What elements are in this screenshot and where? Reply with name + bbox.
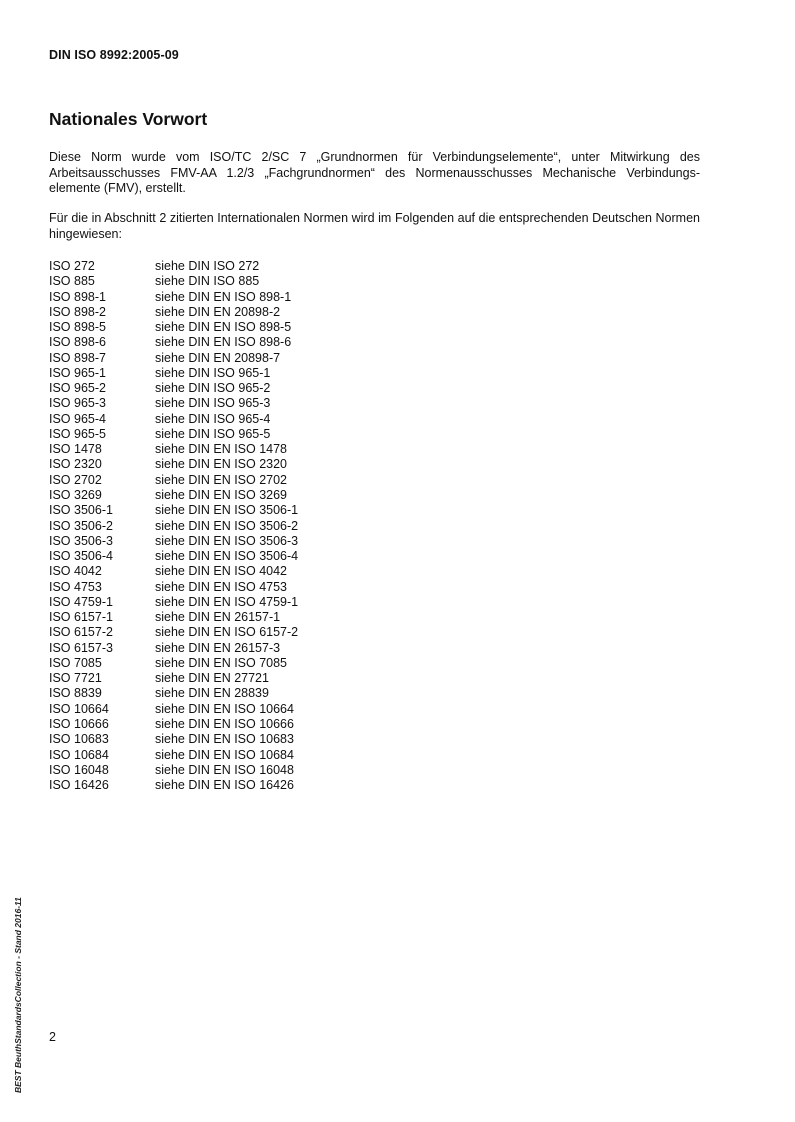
reference-din: siehe DIN EN ISO 3506-3 [155,533,299,548]
reference-iso: ISO 4759-1 [49,594,113,609]
reference-din: siehe DIN EN ISO 2702 [155,472,288,487]
reference-din: siehe DIN ISO 965-4 [155,411,271,426]
reference-din: siehe DIN EN ISO 10683 [155,732,294,747]
reference-iso: ISO 898-2 [49,304,106,319]
reference-din: siehe DIN EN ISO 898-5 [155,320,292,335]
reference-row [49,396,298,411]
reference-iso: ISO 2702 [49,472,102,487]
reference-iso: ISO 2320 [49,457,102,472]
reference-iso: ISO 3506-4 [49,549,113,564]
reference-iso: ISO 898-1 [49,289,106,304]
reference-din: siehe DIN EN ISO 10666 [155,716,294,731]
reference-din: siehe DIN EN 20898-7 [155,350,281,365]
reference-din: siehe DIN EN ISO 898-1 [155,289,292,304]
reference-din: siehe DIN ISO 885 [155,274,260,289]
reference-row [49,503,298,518]
reference-din: siehe DIN EN ISO 2320 [155,457,288,472]
reference-iso: ISO 6157-2 [49,625,113,640]
reference-row [49,656,298,671]
reference-row [49,564,298,579]
reference-iso: ISO 965-1 [49,365,106,380]
reference-row [49,686,298,701]
reference-din: siehe DIN EN ISO 4042 [155,564,288,579]
document-id: DIN ISO 8992:2005-09 [49,48,179,62]
reference-iso: ISO 1478 [49,442,102,457]
reference-din: siehe DIN EN 20898-2 [155,304,281,319]
reference-row [49,702,298,717]
reference-row [49,625,298,640]
page-number: 2 [49,1030,56,1044]
reference-row [49,778,298,793]
reference-iso: ISO 6157-3 [49,640,113,655]
reference-row [49,763,298,778]
reference-iso: ISO 898-5 [49,320,106,335]
reference-din: siehe DIN EN ISO 16426 [155,778,294,793]
reference-iso: ISO 965-4 [49,411,106,426]
reference-din: siehe DIN EN ISO 3269 [155,487,288,502]
reference-row [49,580,298,595]
reference-row [49,442,298,457]
reference-din: siehe DIN ISO 965-1 [155,365,271,380]
reference-row [49,335,298,350]
reference-iso: ISO 4753 [49,579,102,594]
reference-din: siehe DIN EN ISO 7085 [155,655,288,670]
reference-din: siehe DIN EN ISO 6157-2 [155,625,299,640]
reference-row [49,549,298,564]
reference-iso: ISO 10684 [49,747,109,762]
reference-row [49,351,298,366]
reference-din: siehe DIN ISO 965-3 [155,396,271,411]
reference-iso: ISO 898-7 [49,350,106,365]
reference-iso: ISO 965-3 [49,396,106,411]
reference-din: siehe DIN EN ISO 16048 [155,762,294,777]
reference-row [49,610,298,625]
reference-iso: ISO 7721 [49,671,102,686]
reference-din: siehe DIN ISO 965-5 [155,426,271,441]
reference-din: siehe DIN EN 28839 [155,686,269,701]
reference-row [49,732,298,747]
reference-row [49,305,298,320]
reference-din: siehe DIN EN ISO 10684 [155,747,294,762]
reference-din: siehe DIN ISO 272 [155,259,260,273]
reference-din: siehe DIN EN 27721 [155,671,269,686]
reference-din: siehe DIN EN ISO 10664 [155,701,294,716]
reference-iso: ISO 3506-3 [49,533,113,548]
reference-din: siehe DIN EN ISO 898-6 [155,335,292,350]
reference-iso: ISO 885 [49,274,95,289]
reference-din: siehe DIN EN ISO 1478 [155,442,288,457]
reference-row [49,290,298,305]
reference-row [49,473,298,488]
reference-row [49,671,298,686]
reference-iso: ISO 10666 [49,716,109,731]
reference-row [49,381,298,396]
reference-row [49,320,298,335]
reference-iso: ISO 272 [49,259,95,273]
reference-din: siehe DIN EN 26157-1 [155,610,281,625]
reference-row [49,259,298,274]
reference-iso: ISO 898-6 [49,335,106,350]
reference-iso: ISO 16426 [49,778,109,793]
reference-row [49,519,298,534]
reference-iso: ISO 10683 [49,732,109,747]
page-title: Nationales Vorwort [49,109,208,129]
reference-iso: ISO 6157-1 [49,610,113,625]
reference-din: siehe DIN EN ISO 3506-4 [155,549,299,564]
reference-row [49,488,298,503]
reference-row [49,641,298,656]
reference-iso: ISO 965-5 [49,426,106,441]
reference-din: siehe DIN EN ISO 3506-2 [155,518,299,533]
reference-row [49,457,298,472]
paragraph-references-intro: Für die in Abschnitt 2 zitierten Internationalen Normen wird im Folgenden auf die entsprechenden Deutschen Normen hingewiesen: [49,211,700,241]
reference-iso: ISO 3506-2 [49,518,113,533]
reference-iso: ISO 4042 [49,564,102,579]
reference-list [49,259,298,793]
reference-iso: ISO 3506-1 [49,503,113,518]
reference-iso: ISO 10664 [49,701,109,716]
reference-iso: ISO 7085 [49,655,102,670]
reference-din: siehe DIN EN ISO 3506-1 [155,503,299,518]
reference-row [49,427,298,442]
reference-din: siehe DIN EN ISO 4759-1 [155,594,299,609]
reference-row [49,534,298,549]
reference-iso: ISO 965-2 [49,381,106,396]
reference-din: siehe DIN EN ISO 4753 [155,579,288,594]
reference-din: siehe DIN EN 26157-3 [155,640,281,655]
reference-row [49,412,298,427]
reference-iso: ISO 8839 [49,686,102,701]
reference-iso: ISO 3269 [49,487,102,502]
reference-din: siehe DIN ISO 965-2 [155,381,271,396]
reference-row [49,274,298,289]
side-watermark-text: BEST BeuthStandardsCollection - Stand 2016-11 [13,897,23,1093]
reference-row [49,748,298,763]
reference-row [49,366,298,381]
reference-row [49,717,298,732]
paragraph-intro: Diese Norm wurde vom ISO/TC 2/SC 7 „Grundnormen für Verbindungselemente“, unter Mitwirkung des Arbeitsausschusses FMV-AA 1.2/3 „Fachgrundnormen“ des Normenausschusses Mechanische Verbindungs-elemente (FMV), erstellt. [49,150,700,196]
reference-row [49,595,298,610]
reference-iso: ISO 16048 [49,762,109,777]
